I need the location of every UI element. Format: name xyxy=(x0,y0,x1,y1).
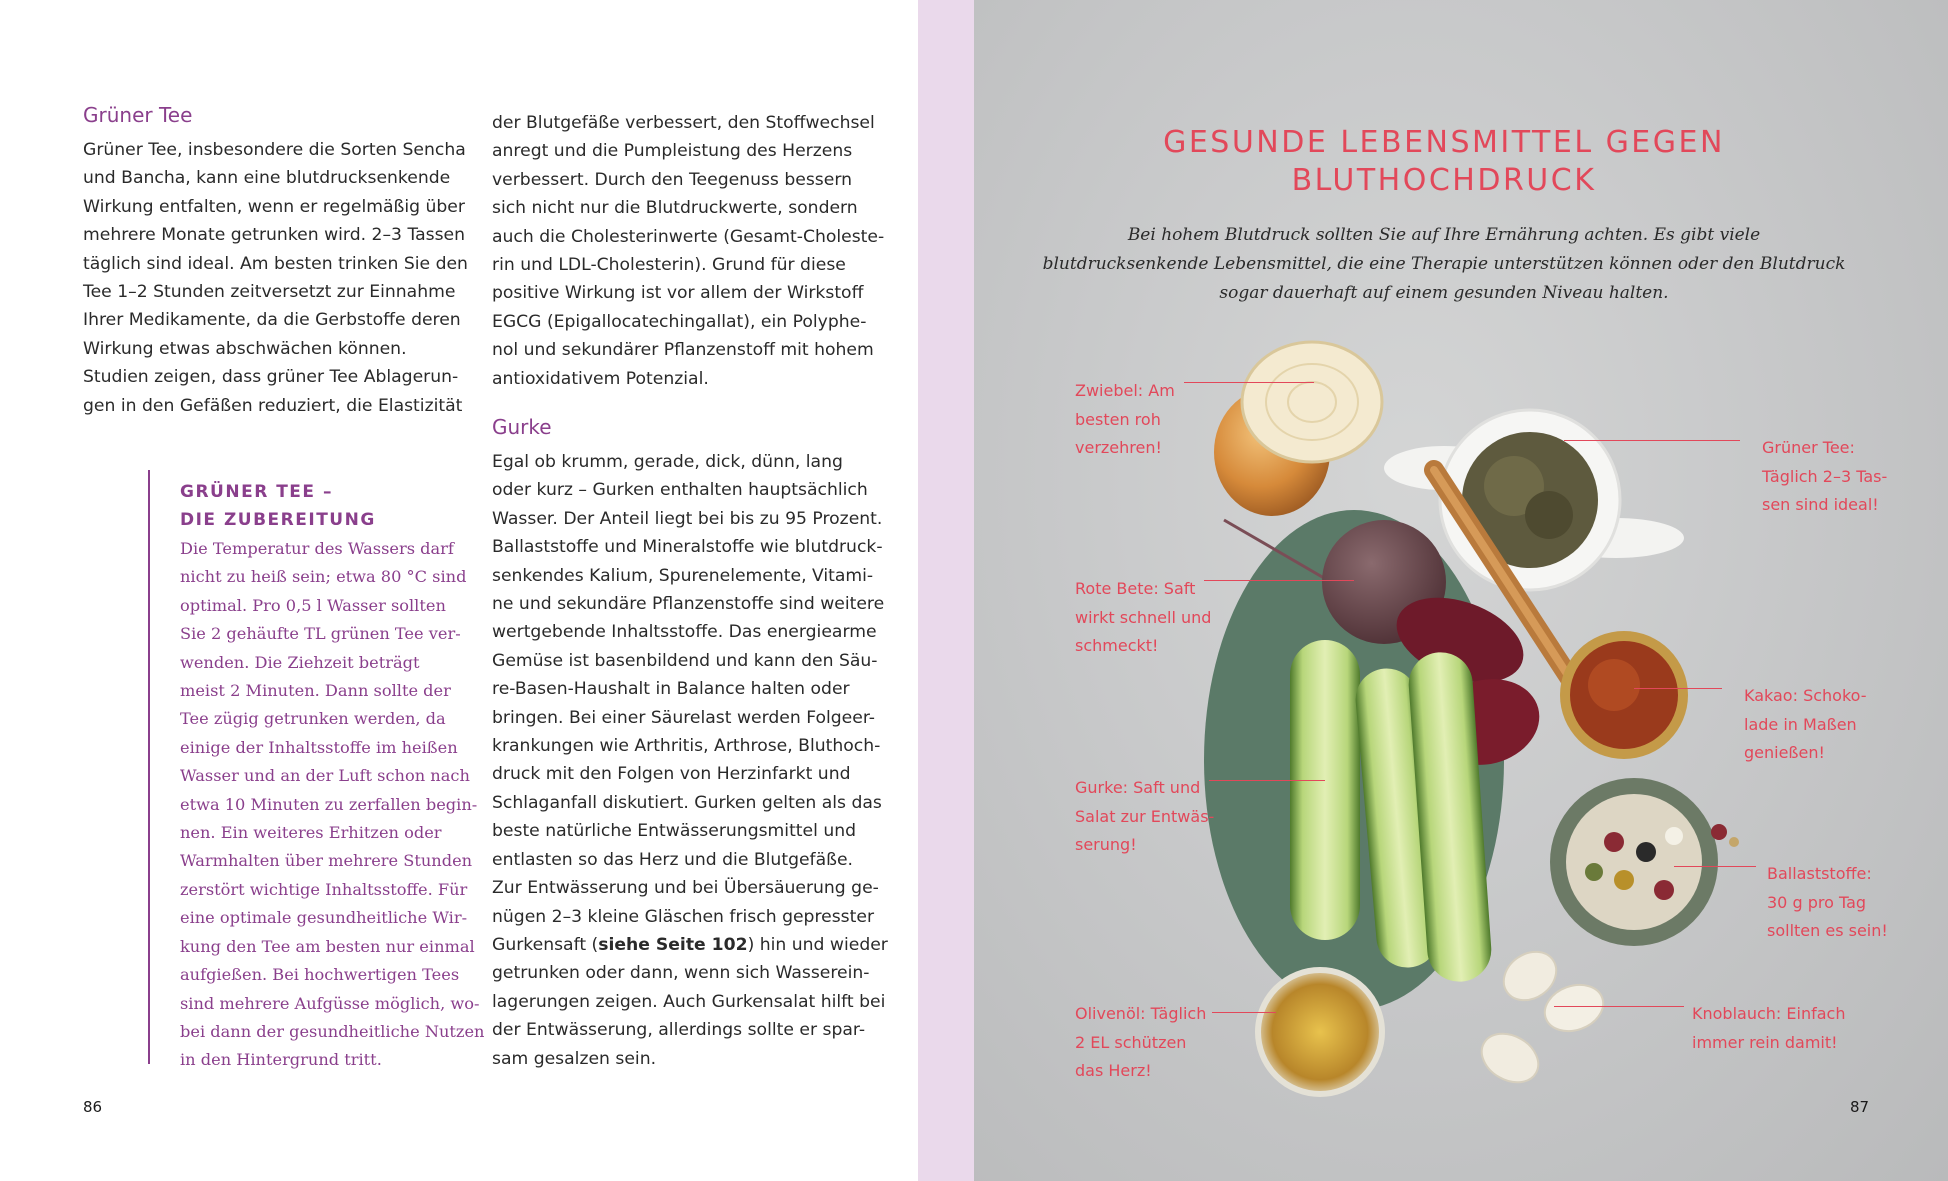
text-line-with-page-reference xyxy=(492,931,888,959)
label-line: lade in Maßen xyxy=(1744,714,1857,734)
text-line: Grüner Tee, insbesondere die Sorten Sencha xyxy=(83,140,466,160)
text-line: verbessert. Durch den Teegenuss bessern xyxy=(492,169,852,190)
label-zwiebel xyxy=(1075,377,1175,463)
onion-illustration xyxy=(1214,342,1382,516)
olive-oil-glass-illustration xyxy=(1258,970,1382,1094)
label-line: sen sind ideal! xyxy=(1762,495,1879,514)
garlic-illustration xyxy=(1473,942,1610,1092)
box-line: nicht zu heiß sein; etwa 80 °C sind xyxy=(180,567,467,587)
label-knoblauch xyxy=(1692,1000,1845,1057)
label-line: genießen! xyxy=(1744,743,1825,762)
beans-bowl-illustration xyxy=(1550,778,1739,946)
text-line: wertgebende Inhaltsstoffe. Das energiearme xyxy=(492,622,877,643)
label-line: 2 EL schützen xyxy=(1075,1032,1187,1052)
label-olivenoel xyxy=(1075,1000,1206,1086)
cucumber-illustration xyxy=(1290,640,1493,984)
label-line: sollten es sein! xyxy=(1767,921,1888,940)
box-line: Warmhalten über mehrere Stunden xyxy=(180,851,473,871)
box-line: Tee zügig getrunken werden, da xyxy=(180,709,446,729)
label-line: Gurke: Saft und xyxy=(1075,778,1201,797)
box-line: optimal. Pro 0,5 l Wasser sollten xyxy=(180,595,446,615)
leader-line-gruener-tee xyxy=(1564,440,1740,441)
text-line: rin und LDL-Cholesterin). Grund für diese xyxy=(492,255,846,276)
title-line: BLUTHOCHDRUCK xyxy=(1291,163,1597,198)
label-line: Grüner Tee: xyxy=(1762,438,1855,457)
text-line: Zur Entwässerung und bei Übersäuerung ge- xyxy=(492,878,879,899)
leader-line-zwiebel xyxy=(1184,382,1314,383)
sidebar-box-heading xyxy=(180,478,376,534)
leader-line-olivenoel xyxy=(1212,1012,1276,1013)
leader-line-ballaststoffe xyxy=(1674,866,1756,867)
box-heading-line: GRÜNER TEE – xyxy=(180,482,333,502)
box-line: wenden. Die Ziehzeit beträgt xyxy=(180,652,420,672)
text-line: täglich sind ideal. Am besten trinken Sie den xyxy=(83,253,468,274)
text-line: Studien zeigen, dass grüner Tee Ablagerun- xyxy=(83,367,459,388)
label-line: Zwiebel: Am xyxy=(1075,381,1175,400)
intro-line: Bei hohem Blutdruck sollten Sie auf Ihre Ernährung achten. Es gibt viele xyxy=(1127,225,1761,245)
text-line: nügen 2–3 kleine Gläschen frisch gepresster xyxy=(492,906,875,927)
leader-line-knoblauch xyxy=(1554,1006,1684,1007)
heading-gurke: Gurke xyxy=(492,415,552,439)
box-line: Sie 2 gehäufte TL grünen Tee ver- xyxy=(180,624,461,644)
box-line: kung den Tee am besten nur einmal xyxy=(180,936,475,956)
box-heading-line: DIE ZUBEREITUNG xyxy=(180,510,376,530)
text-line: Tee 1–2 Stunden zeitversetzt zur Einnahme xyxy=(83,282,456,303)
box-line: Die Temperatur des Wassers darf xyxy=(180,539,454,558)
label-line: schmeckt! xyxy=(1075,636,1159,655)
text-line: antioxidativem Potenzial. xyxy=(492,368,709,389)
text-line: der Entwässerung, allerdings sollte er spar- xyxy=(492,1020,866,1041)
cocoa-cup-illustration xyxy=(1560,631,1688,759)
box-line: einige der Inhaltsstoffe im heißen xyxy=(180,737,458,757)
label-line: Rote Bete: Saft xyxy=(1075,579,1196,598)
label-line: das Herz! xyxy=(1075,1061,1152,1080)
text-line: Wirkung entfalten, wenn er regelmäßig über xyxy=(83,196,465,217)
box-line: sind mehrere Aufgüsse möglich, wo- xyxy=(180,993,480,1013)
leader-line-gurke xyxy=(1209,780,1325,781)
text-line: sam gesalzen sein. xyxy=(492,1048,657,1069)
label-line: Täglich 2–3 Tas- xyxy=(1762,466,1888,486)
text-line: lagerungen zeigen. Auch Gurkensalat hilft bei xyxy=(492,991,886,1012)
ref-post: ) hin und wieder xyxy=(747,934,888,955)
leader-line-rote-bete xyxy=(1204,580,1354,581)
label-line: Olivenöl: Täglich xyxy=(1075,1004,1207,1023)
heading-gruener-tee: Grüner Tee xyxy=(83,103,193,127)
text-line: der Blutgefäße verbessert, den Stoffwechsel xyxy=(492,113,875,133)
text-line: nol und sekundärer Pflanzenstoff mit hohem xyxy=(492,340,874,361)
text-line: EGCG (Epigallocatechingallat), ein Polyphe- xyxy=(492,311,867,332)
label-line: Knoblauch: Einfach xyxy=(1692,1004,1846,1023)
text-line: positive Wirkung ist vor allem der Wirkstoff xyxy=(492,283,864,304)
col2-body-top xyxy=(492,109,884,393)
ref-pre: Gurkensaft ( xyxy=(492,934,599,955)
text-line: oder kurz – Gurken enthalten hauptsächlich xyxy=(492,480,868,501)
sidebar-box-text xyxy=(180,535,484,1075)
box-line: zerstört wichtige Inhaltsstoffe. Für xyxy=(180,879,468,899)
text-line: anregt und die Pumpleistung des Herzens xyxy=(492,141,853,162)
label-line: immer rein damit! xyxy=(1692,1032,1838,1052)
intro-line: sogar dauerhaft auf einem gesunden Niveau halten. xyxy=(1219,283,1669,303)
text-line: ne und sekundäre Pflanzenstoffe sind weitere xyxy=(492,594,885,615)
infographic-intro xyxy=(1034,221,1854,308)
text-line: und Bancha, kann eine blutdrucksenkende xyxy=(83,168,451,189)
label-gurke xyxy=(1075,774,1214,860)
box-line: aufgießen. Bei hochwertigen Tees xyxy=(180,965,460,985)
label-line: Salat zur Entwäs- xyxy=(1075,806,1215,826)
box-line: eine optimale gesundheitliche Wir- xyxy=(180,908,468,928)
text-line: sich nicht nur die Blutdruckwerte, sondern xyxy=(492,198,858,219)
text-line: auch die Cholesterinwerte (Gesamt-Choleste- xyxy=(492,226,885,247)
text-line: druck mit den Folgen von Herzinfarkt und xyxy=(492,764,851,785)
box-line: meist 2 Minuten. Dann sollte der xyxy=(180,681,451,701)
text-line: Ballaststoffe und Mineralstoffe wie blutdruck- xyxy=(492,537,883,558)
text-line: entlasten so das Herz und die Blutgefäße. xyxy=(492,849,853,870)
text-line: krankungen wie Arthritis, Arthrose, Bluthoch- xyxy=(492,736,881,757)
right-page xyxy=(974,0,1948,1181)
box-line: in den Hintergrund tritt. xyxy=(180,1050,382,1070)
label-line: besten roh xyxy=(1075,409,1161,429)
text-line: Schlaganfall diskutiert. Gurken gelten als das xyxy=(492,792,882,813)
text-line: re-Basen-Haushalt in Balance halten oder xyxy=(492,679,850,700)
text-line: senkendes Kalium, Spurenelemente, Vitami- xyxy=(492,565,874,586)
text-line: Wasser. Der Anteil liegt bei bis zu 95 Prozent. xyxy=(492,508,883,529)
page-number-right: 87 xyxy=(1850,1098,1870,1116)
text-line: Egal ob krumm, gerade, dick, dünn, lang xyxy=(492,452,843,472)
box-line: nen. Ein weiteres Erhitzen oder xyxy=(180,823,442,843)
left-page xyxy=(0,0,918,1181)
sidebar-box-rule xyxy=(148,470,150,1064)
text-line: Wirkung etwas abschwächen können. xyxy=(83,338,407,359)
leader-line-kakao xyxy=(1634,688,1722,689)
box-line: Wasser und an der Luft schon nach xyxy=(180,766,470,786)
text-line: beste natürliche Entwässerungsmittel und xyxy=(492,821,857,842)
label-line: verzehren! xyxy=(1075,438,1162,457)
box-line: etwa 10 Minuten zu zerfallen begin- xyxy=(180,794,478,814)
label-line: serung! xyxy=(1075,835,1137,854)
text-line: gen in den Gefäßen reduziert, die Elastizität xyxy=(83,395,463,416)
page-reference-link[interactable]: siehe Seite 102 xyxy=(598,934,748,955)
text-line: getrunken oder dann, wenn sich Wasserein- xyxy=(492,963,870,984)
label-line: wirkt schnell und xyxy=(1075,607,1212,627)
infographic-title xyxy=(1104,124,1784,200)
label-ballaststoffe xyxy=(1767,860,1888,946)
text-line: mehrere Monate getrunken wird. 2–3 Tassen xyxy=(83,225,466,246)
label-kakao xyxy=(1744,682,1867,768)
label-line: Kakao: Schoko- xyxy=(1744,686,1867,705)
col2-body-gurke xyxy=(492,448,888,1073)
page-number-left: 86 xyxy=(83,1098,103,1116)
text-line: bringen. Bei einer Säurelast werden Folgeer- xyxy=(492,707,875,728)
label-line: Ballaststoffe: xyxy=(1767,864,1872,883)
gutter-strip xyxy=(918,0,974,1181)
label-line: 30 g pro Tag xyxy=(1767,892,1867,912)
title-line: GESUNDE LEBENSMITTEL GEGEN xyxy=(1163,125,1725,160)
text-line: Ihrer Medikamente, da die Gerbstoffe deren xyxy=(83,310,461,331)
label-gruener-tee xyxy=(1762,434,1887,520)
intro-line: blutdrucksenkende Lebensmittel, die eine Therapie unterstützen können oder den Blutdruck xyxy=(1042,254,1846,274)
col1-body xyxy=(83,136,468,420)
text-line: Gemüse ist basenbildend und kann den Säu- xyxy=(492,650,878,671)
label-rote-bete xyxy=(1075,575,1211,661)
box-line: bei dann der gesundheitliche Nutzen xyxy=(180,1021,485,1041)
